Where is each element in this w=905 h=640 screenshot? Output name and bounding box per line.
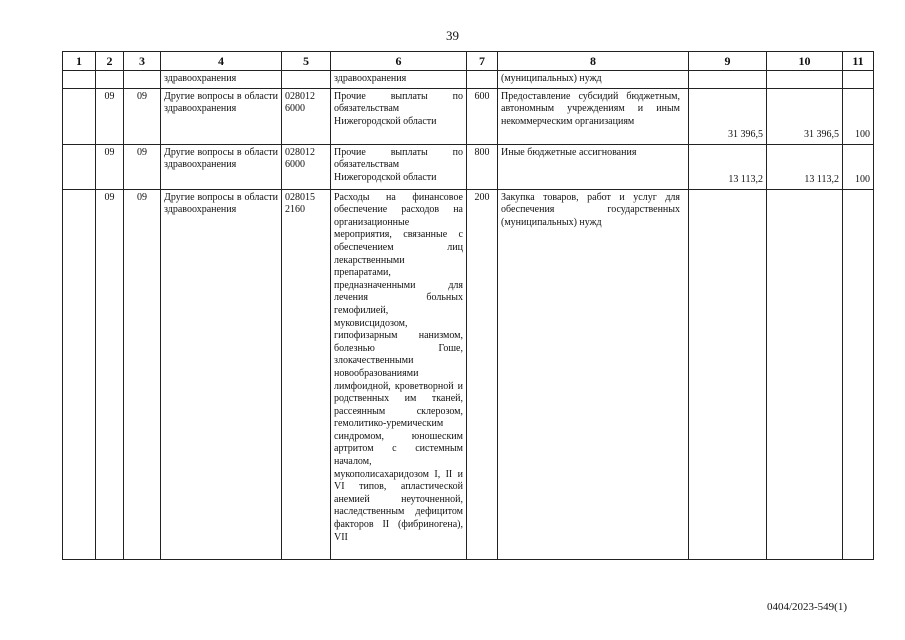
- cell-plan: 13 113,2: [689, 144, 767, 189]
- cell-pr: 09: [124, 189, 161, 559]
- cell-empty: [96, 71, 124, 89]
- document-code: 0404/2023-549(1): [766, 601, 847, 613]
- header-col-5: 5: [282, 52, 331, 71]
- cell-expense-name: Прочие выплаты по обязательствам Нижегородской области: [331, 144, 467, 189]
- cell-vr: 600: [467, 88, 498, 144]
- cell-vr-name-cont: (муниципальных) нужд: [498, 71, 689, 89]
- cell-section: Другие вопросы в области здравоохранения: [161, 88, 282, 144]
- cell-section: Другие вопросы в области здравоохранения: [161, 144, 282, 189]
- cell-empty: [124, 71, 161, 89]
- cell-empty: [63, 189, 96, 559]
- header-col-1: 1: [63, 52, 96, 71]
- cell-empty: [63, 88, 96, 144]
- cell-csr: 028012 6000: [282, 144, 331, 189]
- cell-percent: [843, 189, 874, 559]
- continuation-row: [63, 71, 874, 89]
- cell-empty: [467, 71, 498, 89]
- cell-empty: [689, 71, 767, 89]
- cell-section-cont: здравоохранения: [161, 71, 282, 89]
- table-row: [63, 189, 874, 559]
- header-col-9: 9: [689, 52, 767, 71]
- header-col-10: 10: [767, 52, 843, 71]
- cell-fact: 13 113,2: [767, 144, 843, 189]
- header-col-7: 7: [467, 52, 498, 71]
- cell-name-cont: здравоохранения: [331, 71, 467, 89]
- cell-empty: [767, 71, 843, 89]
- cell-fact: [767, 189, 843, 559]
- budget-table: [62, 51, 874, 560]
- table-row: [63, 88, 874, 144]
- cell-rz: 09: [96, 189, 124, 559]
- cell-expense-name: Расходы на финансовое обеспечение расходов на организационные мероприятия, связанные с обеспечением лиц лекарственными препаратами, предназначенными для лечения больных гемофилией, муковисцидозом, гипофизарным нанизмом, болезнью Гоше, злокачественными новообразованиями лимфоидной, кроветворной и родственных им тканей, рассеянным склерозом, гемолитико-уремическим синдромом, юношеским артритом с системным началом, мукополисахаридозом I, II и VI типов, апластической анемией неуточненной, наследственным дефицитом факторов II (фибриногена), VII: [331, 189, 467, 559]
- cell-vr-name: Иные бюджетные ассигнования: [498, 144, 689, 189]
- cell-vr-name: Предоставление субсидий бюджетным, автономным учреждениям и иным некоммерческим организациям: [498, 88, 689, 144]
- cell-plan: [689, 189, 767, 559]
- header-col-6: 6: [331, 52, 467, 71]
- table-row: [63, 144, 874, 189]
- cell-expense-name: Прочие выплаты по обязательствам Нижегородской области: [331, 88, 467, 144]
- cell-empty: [63, 144, 96, 189]
- cell-pr: 09: [124, 88, 161, 144]
- header-col-8: 8: [498, 52, 689, 71]
- header-col-2: 2: [96, 52, 124, 71]
- cell-fact: 31 396,5: [767, 88, 843, 144]
- table-header-row: [63, 52, 874, 71]
- cell-csr: 028012 6000: [282, 88, 331, 144]
- header-col-4: 4: [161, 52, 282, 71]
- cell-empty: [843, 71, 874, 89]
- page-number: 39: [446, 28, 459, 43]
- cell-vr: 200: [467, 189, 498, 559]
- cell-section: Другие вопросы в области здравоохранения: [161, 189, 282, 559]
- cell-vr-name: Закупка товаров, работ и услуг для обеспечения государственных (муниципальных) нужд: [498, 189, 689, 559]
- cell-csr: 028015 2160: [282, 189, 331, 559]
- cell-empty: [63, 71, 96, 89]
- cell-rz: 09: [96, 144, 124, 189]
- cell-empty: [282, 71, 331, 89]
- cell-pr: 09: [124, 144, 161, 189]
- cell-percent: 100: [843, 144, 874, 189]
- cell-rz: 09: [96, 88, 124, 144]
- cell-percent: 100: [843, 88, 874, 144]
- cell-vr: 800: [467, 144, 498, 189]
- cell-plan: 31 396,5: [689, 88, 767, 144]
- header-col-3: 3: [124, 52, 161, 71]
- header-col-11: 11: [843, 52, 874, 71]
